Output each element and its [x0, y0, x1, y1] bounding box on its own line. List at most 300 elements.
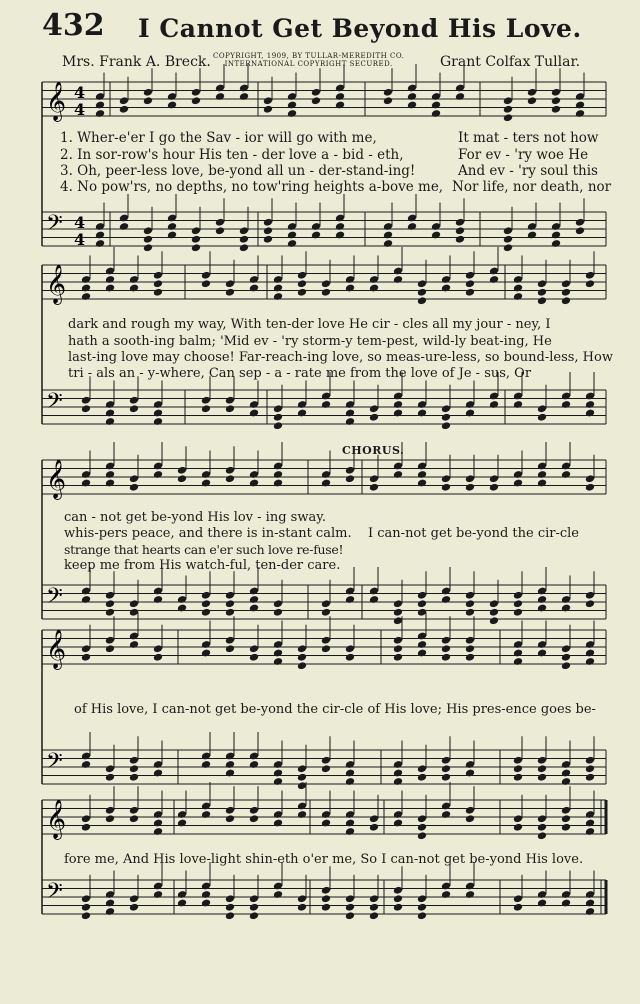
notehead [143, 96, 153, 105]
notehead [441, 483, 451, 492]
copyright-line-1: COPYRIGHT, 1909, BY TULLAR-MEREDITH CO. [213, 52, 405, 60]
notehead [225, 288, 235, 297]
notehead [321, 644, 331, 653]
notehead [503, 113, 513, 122]
notehead [407, 222, 417, 231]
notehead [417, 903, 427, 912]
notehead [431, 231, 441, 240]
notehead [585, 657, 595, 666]
notehead [321, 894, 331, 903]
notehead [201, 608, 211, 617]
notehead [129, 764, 139, 773]
notehead [95, 109, 105, 118]
notehead [585, 819, 595, 828]
notehead [369, 284, 379, 293]
notehead [465, 890, 475, 899]
notehead [225, 769, 235, 778]
notehead [345, 903, 355, 912]
notehead [225, 644, 235, 653]
notehead [551, 96, 561, 105]
notehead [561, 470, 571, 479]
lyric-s3-verse3: strange that hearts can e'er such love re-fuse! [64, 542, 344, 557]
notehead [585, 483, 595, 492]
notehead [273, 292, 283, 301]
treble-clef: 𝄞 [46, 264, 67, 304]
notehead [167, 231, 177, 240]
notehead [201, 760, 211, 769]
bass-clef: 𝄢 [46, 211, 63, 241]
notehead [585, 899, 595, 908]
notehead [249, 903, 259, 912]
notehead [561, 400, 571, 409]
notehead [153, 288, 163, 297]
notehead [249, 760, 259, 769]
notehead [561, 653, 571, 662]
notehead [153, 409, 163, 418]
notehead [345, 819, 355, 828]
notehead [321, 400, 331, 409]
notehead [273, 777, 283, 786]
notehead [393, 644, 403, 653]
notehead [465, 409, 475, 418]
notehead [561, 814, 571, 823]
notehead [273, 284, 283, 293]
notehead [81, 479, 91, 488]
copyright-line-2: INTERNATIONAL COPYRIGHT SECURED. [224, 60, 393, 68]
notehead [537, 288, 547, 297]
lyric-s2-verse2: hath a sooth-ing balm; 'Mid ev - 'ry storm-y tem-pest, wild-ly beat-ing, He [68, 334, 552, 349]
notehead [513, 764, 523, 773]
notehead [311, 96, 321, 105]
notehead [273, 470, 283, 479]
notehead [393, 275, 403, 284]
notehead [201, 810, 211, 819]
notehead [345, 474, 355, 483]
notehead [153, 819, 163, 828]
notehead [225, 814, 235, 823]
notehead [153, 890, 163, 899]
notehead [561, 661, 571, 670]
notehead [105, 644, 115, 653]
notehead [201, 649, 211, 658]
notehead [561, 604, 571, 613]
notehead [143, 235, 153, 244]
notehead [81, 595, 91, 604]
notehead [273, 421, 283, 430]
notehead [153, 417, 163, 426]
lyric-s3-verse1: can - not get be-yond His lov - ing sway. [64, 510, 326, 525]
hymn-title: I Cannot Get Beyond His Love. [138, 14, 582, 43]
bass-clef: 𝄢 [46, 749, 63, 779]
notehead [417, 823, 427, 832]
notehead [321, 819, 331, 828]
notehead [129, 903, 139, 912]
notehead [129, 814, 139, 823]
notehead [383, 231, 393, 240]
lyric-s2-verse4: tri - als an - y-where, Can sep - a - rate me from the love of Je - sus, Or [68, 366, 532, 381]
notehead [417, 649, 427, 658]
bass-clef: 𝄢 [46, 584, 63, 614]
notehead [561, 777, 571, 786]
notehead [119, 222, 129, 231]
notehead [561, 769, 571, 778]
notehead [105, 773, 115, 782]
notehead [321, 608, 331, 617]
notehead [345, 409, 355, 418]
treble-clef: 𝄞 [46, 799, 67, 839]
notehead [441, 810, 451, 819]
notehead [417, 911, 427, 920]
notehead [513, 649, 523, 658]
notehead [225, 760, 235, 769]
notehead [503, 243, 513, 252]
notehead [177, 819, 187, 828]
notehead [489, 275, 499, 284]
notehead [81, 903, 91, 912]
notehead [225, 474, 235, 483]
notehead [393, 653, 403, 662]
notehead [537, 470, 547, 479]
notehead [537, 479, 547, 488]
notehead [513, 292, 523, 301]
lyric-s5-chorus: fore me, And His love-light shin-eth o'er me, So I can-not get be-yond His love. [64, 852, 584, 867]
notehead [225, 608, 235, 617]
notehead [105, 907, 115, 916]
notehead [393, 777, 403, 786]
notehead [465, 644, 475, 653]
notehead [585, 649, 595, 658]
notehead [287, 109, 297, 118]
notehead [551, 239, 561, 248]
notehead [297, 653, 307, 662]
notehead [129, 640, 139, 649]
notehead [407, 101, 417, 110]
notehead [143, 243, 153, 252]
notehead [455, 226, 465, 235]
notehead [153, 595, 163, 604]
notehead [167, 101, 177, 110]
lyric-s3-verse4: keep me from His watch-ful, ten-der care. [64, 558, 341, 573]
notehead [575, 109, 585, 118]
notehead [561, 296, 571, 305]
notehead [129, 284, 139, 293]
notehead [201, 279, 211, 288]
notehead [81, 284, 91, 293]
notehead [81, 823, 91, 832]
notehead [95, 239, 105, 248]
notehead [225, 599, 235, 608]
notehead [105, 599, 115, 608]
notehead [249, 595, 259, 604]
lyric-s1-verse3-end: And ev - 'ry soul this [458, 163, 598, 179]
lyric-s4-chorus: of His love, I can-not get be-yond the cir-cle of His love; His pres-ence goes be- [74, 702, 596, 717]
notehead [297, 661, 307, 670]
notehead [489, 400, 499, 409]
notehead [575, 101, 585, 110]
treble-clef: 𝄞 [46, 81, 67, 121]
lyric-s3-chorus: I can-not get be-yond the cir-cle [368, 526, 579, 541]
notehead [441, 653, 451, 662]
notehead [105, 899, 115, 908]
notehead [441, 764, 451, 773]
notehead [551, 231, 561, 240]
notehead [273, 479, 283, 488]
notehead [393, 400, 403, 409]
notehead [393, 409, 403, 418]
notehead [215, 92, 225, 101]
notehead [153, 769, 163, 778]
notehead [105, 409, 115, 418]
notehead [465, 814, 475, 823]
notehead [503, 105, 513, 114]
notehead [249, 653, 259, 662]
notehead [537, 899, 547, 908]
notehead [537, 831, 547, 840]
notehead [273, 890, 283, 899]
lyric-s3-verse2: whis-pers peace, and there is in-stant calm. [64, 526, 352, 541]
notehead [513, 773, 523, 782]
notehead [129, 483, 139, 492]
notehead [81, 760, 91, 769]
notehead [95, 101, 105, 110]
notehead [345, 417, 355, 426]
notehead [455, 92, 465, 101]
notehead [345, 911, 355, 920]
notehead [239, 235, 249, 244]
notehead [153, 827, 163, 836]
notehead [455, 235, 465, 244]
notehead [129, 404, 139, 413]
author-credit: Mrs. Frank A. Breck. [62, 54, 211, 70]
notehead [249, 284, 259, 293]
notehead [129, 773, 139, 782]
notehead [465, 608, 475, 617]
notehead [561, 288, 571, 297]
notehead [321, 903, 331, 912]
notehead [105, 284, 115, 293]
notehead [513, 284, 523, 293]
notehead [287, 231, 297, 240]
notehead [369, 413, 379, 422]
notehead [249, 911, 259, 920]
notehead [287, 101, 297, 110]
notehead [81, 653, 91, 662]
notehead [417, 599, 427, 608]
notehead [393, 769, 403, 778]
treble-clef: 𝄞 [46, 459, 67, 499]
notehead [345, 827, 355, 836]
notehead [383, 96, 393, 105]
notehead [383, 239, 393, 248]
notehead [465, 288, 475, 297]
notehead [273, 413, 283, 422]
notehead [441, 595, 451, 604]
notehead [177, 899, 187, 908]
notehead [191, 243, 201, 252]
lyric-s1-verse4: 4. No pow'rs, no depths, no tow'ring heights a-bove me, [60, 179, 444, 195]
notehead [273, 769, 283, 778]
notehead [393, 470, 403, 479]
bass-clef: 𝄢 [46, 879, 63, 909]
notehead [537, 773, 547, 782]
notehead [441, 413, 451, 422]
notehead [81, 404, 91, 413]
notehead [537, 823, 547, 832]
notehead [537, 604, 547, 613]
notehead [105, 814, 115, 823]
notehead [177, 474, 187, 483]
notehead [441, 421, 451, 430]
notehead [513, 479, 523, 488]
notehead [239, 92, 249, 101]
notehead [297, 773, 307, 782]
notehead [273, 649, 283, 658]
notehead [513, 400, 523, 409]
notehead [537, 296, 547, 305]
notehead [441, 644, 451, 653]
notehead [465, 599, 475, 608]
notehead [465, 279, 475, 288]
lyric-s1-verse3: 3. Oh, peer-less love, be-yond all un - der-stand-ing! [60, 163, 416, 179]
notehead [105, 417, 115, 426]
notehead [249, 409, 259, 418]
notehead [489, 608, 499, 617]
notehead [335, 101, 345, 110]
notehead [431, 109, 441, 118]
notehead [81, 911, 91, 920]
notehead [105, 608, 115, 617]
notehead [369, 483, 379, 492]
notehead [249, 479, 259, 488]
notehead [335, 222, 345, 231]
notehead [513, 608, 523, 617]
notehead [153, 470, 163, 479]
notehead [225, 911, 235, 920]
notehead [273, 608, 283, 617]
chorus-label: CHORUS. [342, 444, 405, 457]
notehead [201, 890, 211, 899]
notehead [249, 814, 259, 823]
notehead [431, 101, 441, 110]
bass-clef: 𝄢 [46, 389, 63, 419]
notehead [585, 827, 595, 836]
notehead [345, 284, 355, 293]
notehead [465, 653, 475, 662]
notehead [95, 231, 105, 240]
notehead [393, 894, 403, 903]
notehead [287, 239, 297, 248]
notehead [417, 640, 427, 649]
notehead [417, 470, 427, 479]
notehead [215, 226, 225, 235]
notehead [407, 92, 417, 101]
notehead [201, 899, 211, 908]
notehead [311, 231, 321, 240]
notehead [177, 604, 187, 613]
notehead [417, 831, 427, 840]
notehead [513, 599, 523, 608]
lyric-s1-verse1: 1. Wher-e'er I go the Sav - ior will go with me, [60, 130, 377, 146]
notehead [297, 288, 307, 297]
notehead [585, 279, 595, 288]
notehead [153, 653, 163, 662]
notehead [225, 404, 235, 413]
notehead [297, 279, 307, 288]
notehead [441, 284, 451, 293]
notehead [335, 231, 345, 240]
notehead [417, 773, 427, 782]
lyric-s1-verse4-end: Nor life, nor death, nor [452, 179, 612, 195]
notehead [273, 657, 283, 666]
notehead [537, 595, 547, 604]
notehead [417, 296, 427, 305]
notehead [575, 226, 585, 235]
notehead [417, 409, 427, 418]
notehead [537, 764, 547, 773]
notehead [393, 903, 403, 912]
notehead [585, 907, 595, 916]
lyric-s1-verse1-end: It mat - ters not how [458, 130, 599, 146]
notehead [417, 479, 427, 488]
notehead [297, 409, 307, 418]
notehead [465, 483, 475, 492]
notehead [537, 413, 547, 422]
notehead [585, 773, 595, 782]
notehead [393, 608, 403, 617]
notehead [249, 604, 259, 613]
lyric-s1-verse2-end: For ev - 'ry woe He [458, 147, 589, 163]
notehead [321, 479, 331, 488]
notehead [225, 903, 235, 912]
notehead [153, 279, 163, 288]
notehead [585, 764, 595, 773]
notehead [167, 222, 177, 231]
lyric-s2-verse3: last-ing love may choose! Far-reach-ing love, so meas-ure-less, so bound-less, How [68, 350, 613, 365]
notehead [585, 400, 595, 409]
time-signature: 4 [74, 230, 86, 249]
notehead [551, 105, 561, 114]
time-signature: 4 [74, 100, 86, 119]
time-signature: 4 [74, 213, 86, 232]
notehead [263, 226, 273, 235]
notehead [465, 769, 475, 778]
notehead [119, 105, 129, 114]
notehead [369, 911, 379, 920]
notehead [513, 657, 523, 666]
notehead [527, 96, 537, 105]
notehead [273, 819, 283, 828]
notehead [489, 616, 499, 625]
notehead [441, 890, 451, 899]
notehead [417, 288, 427, 297]
hymn-number: 432 [42, 8, 105, 43]
lyric-s1-verse2: 2. In sor-row's hour His ten - der love a - bid - eth, [60, 147, 404, 163]
notehead [561, 823, 571, 832]
notehead [561, 899, 571, 908]
lyric-s2-verse1: dark and rough my way, With ten-der love He cir - cles all my jour - ney, I [68, 317, 551, 332]
notehead [585, 599, 595, 608]
notehead [527, 231, 537, 240]
notehead [81, 292, 91, 301]
notehead [393, 819, 403, 828]
notehead [105, 275, 115, 284]
notehead [263, 235, 273, 244]
notehead [321, 764, 331, 773]
treble-clef: 𝄞 [46, 629, 67, 669]
time-signature: 4 [74, 83, 86, 102]
notehead [239, 243, 249, 252]
notehead [335, 92, 345, 101]
